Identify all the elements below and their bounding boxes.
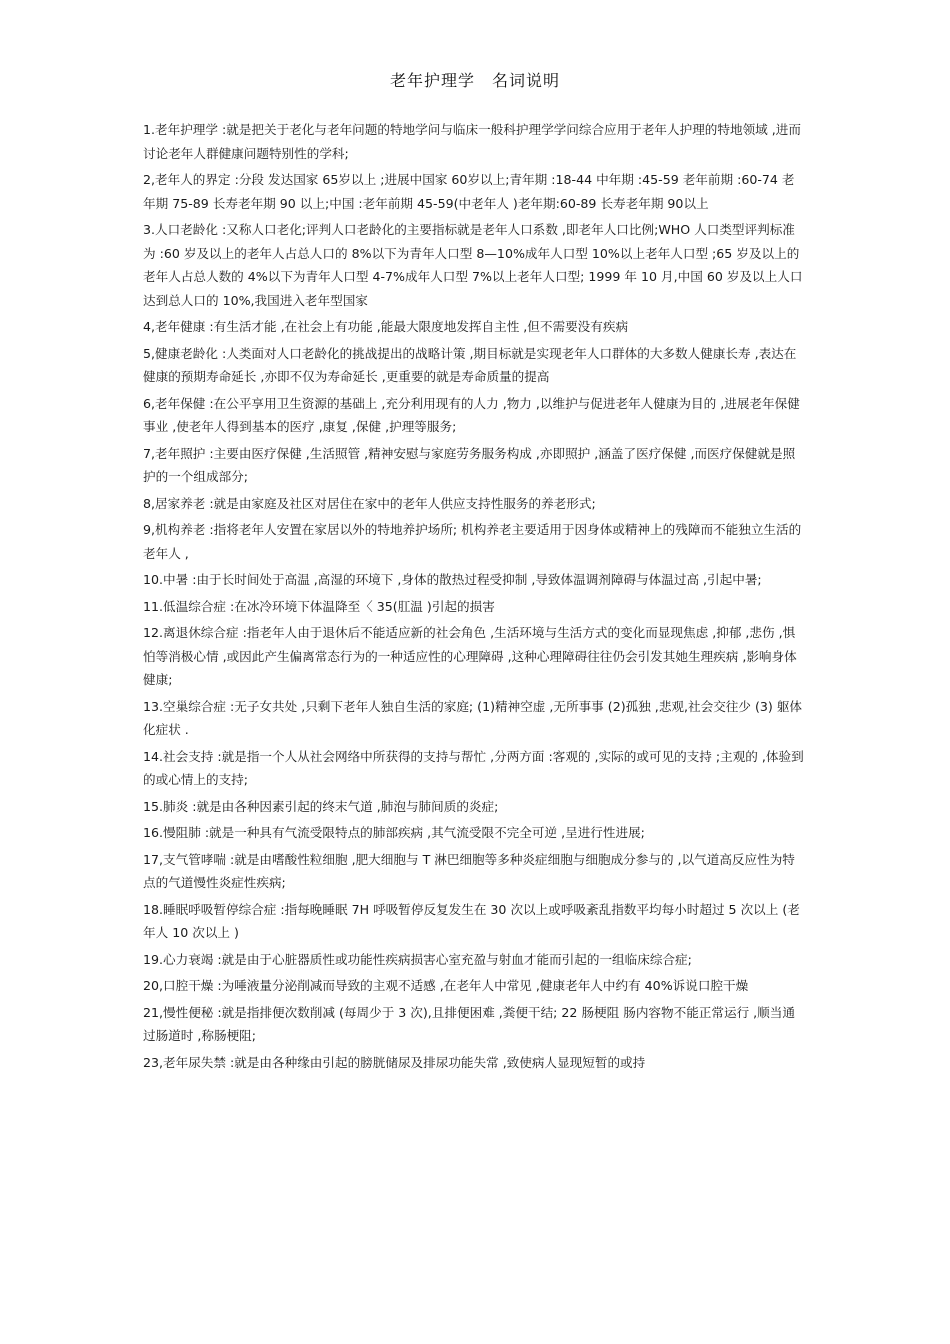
definition-entry: 15.肺炎 :就是由各种因素引起的终末气道 ,肺泡与肺间质的炎症; bbox=[143, 798, 499, 814]
definition-entry: 14.社会支持 :就是指一个人从社会网络中所获得的支持与帮忙 ,分两方面 :客观的 ,实际的或可见的支持 ;主观的 ,体验到的或心情上的支持; bbox=[143, 748, 804, 787]
definition-entry: 7,老年照护 :主要由医疗保健 ,生活照管 ,精神安慰与家庭劳务服务构成 ,亦即照护 ,涵盖了医疗保健 ,而医疗保健就是照护的一个组成部分; bbox=[143, 445, 796, 484]
definition-entry: 1.老年护理学 :就是把关于老化与老年问题的特地学问与临床一般科护理学学问综合应用于老年人护理的特地领域 ,进而讨论老年人群健康问题特别性的学科; bbox=[143, 122, 801, 161]
definition-entry: 9,机构养老 :指将老年人安置在家居以外的特地养护场所; 机构养老主要适用于因身体或精神上的残障而不能独立生活的老年人 , bbox=[143, 522, 802, 561]
definition-entry: 4,老年健康 :有生活才能 ,在社会上有功能 ,能最大限度地发挥自主性 ,但不需要没有疾病 bbox=[143, 319, 629, 334]
definition-entry: 16.慢阻肺 :就是一种具有气流受限特点的肺部疾病 ,其气流受限不完全可逆 ,呈进行性进展; bbox=[143, 825, 645, 840]
definition-entry: 10.中暑 :由于长时间处于高温 ,高湿的环境下 ,身体的散热过程受抑制 ,导致体温调剂障碍与体温过高 ,引起中暑; bbox=[143, 572, 762, 587]
definition-entry: 5,健康老龄化 :人类面对人口老龄化的挑战提出的战略计策 ,期目标就是实现老年人口群体的大多数人健康长寿 ,表达在健康的预期寿命延长 ,亦即不仅为寿命延长 ,更重要的就是寿命质量的提高 bbox=[143, 345, 797, 384]
definition-entry: 13.空巢综合症 :无子女共处 ,只剩下老年人独自生活的家庭; (1)精神空虚 ,无所事事 (2)孤独 ,悲观,社会交往少 (3) 躯体化症状 . bbox=[143, 698, 803, 737]
definition-entry: 21,慢性便秘 :就是指排便次数削减 (每周少于 3 次),且排便困难 ,粪便干结; 22 肠梗阻 肠内容物不能正常运行 ,顺当通过肠道时 ,称肠梗阻; bbox=[143, 1004, 795, 1043]
definition-entry: 6,老年保健 :在公平享用卫生资源的基础上 ,充分利用现有的人力 ,物力 ,以维护与促进老年人健康为目的 ,进展老年保健事业 ,使老年人得到基本的医疗 ,康复 ,保健 ,护理等服务; bbox=[143, 395, 800, 434]
page-title: 老年护理学 名词说明 bbox=[389, 71, 560, 90]
definition-entry: 18.睡眠呼吸暂停综合症 :指每晚睡眠 7H 呼吸暂停反复发生在 30 次以上或呼吸紊乱指数平均每小时超过 5 次以上 (老年人 10 次以上 ) bbox=[143, 901, 800, 940]
definition-entry: 8,居家养老 :就是由家庭及社区对居住在家中的老年人供应支持性服务的养老形式; bbox=[143, 495, 596, 511]
definition-list bbox=[143, 118, 807, 1077]
definition-entry: 3.人口老龄化 :又称人口老化;评判人口老龄化的主要指标就是老年人口系数 ,即老年人口比例;WHO 人口类型评判标准为 :60 岁及以上的老年人占总人口的 8%以下为青年人口型 8—10%成年人口型 10%以上老年人口型 ;65 岁及以上的老年人占总人数的 4%以下为青年人口型 4-7%成年人口型 7%以上老年人口型; 1999 年 10 月,中国 60 岁及以上人口达到总人口的 10%,我国进入老年型国家 bbox=[143, 222, 803, 308]
definition-entry: 11.低温综合症 :在冰冷环境下体温降至〈 35(肛温 )引起的损害 bbox=[143, 598, 495, 614]
definition-entry: 17,支气管哮喘 :就是由嗜酸性粒细胞 ,肥大细胞与 T 淋巴细胞等多种炎症细胞与细胞成分参与的 ,以气道高反应性为特点的气道慢性炎症性疾病; bbox=[143, 851, 795, 890]
definition-entry: 23,老年尿失禁 :就是由各种缘由引起的膀胱储尿及排尿功能失常 ,致使病人显现短暂的或持 bbox=[143, 1054, 646, 1070]
definition-entry: 12.离退休综合症 :指老年人由于退休后不能适应新的社会角色 ,生活环境与生活方式的变化而显现焦虑 ,抑郁 ,悲伤 ,惧怕等消极心情 ,或因此产生偏离常态行为的一种适应性的心理障碍 ,这种心理障碍往往仍会引发其她生理疾病 ,影响身体健康; bbox=[143, 625, 797, 687]
definition-entry: 19.心力衰竭 :就是由于心脏器质性或功能性疾病损害心室充盈与射血才能而引起的一组临床综合症; bbox=[143, 951, 692, 967]
definition-entry: 2,老年人的界定 :分段 发达国家 65岁以上 ;进展中国家 60岁以上;青年期 :18-44 中年期 :45-59 老年前期 :60-74 老年期 75-89 长寿老年期 90 以上;中国 :老年前期 45-59(中老年人 )老年期:60-89 长寿老年期 90以上 bbox=[143, 172, 795, 211]
definition-entry: 20,口腔干燥 :为唾液量分泌削减而导致的主观不适感 ,在老年人中常见 ,健康老年人中约有 40%诉说口腔干燥 bbox=[143, 978, 749, 993]
